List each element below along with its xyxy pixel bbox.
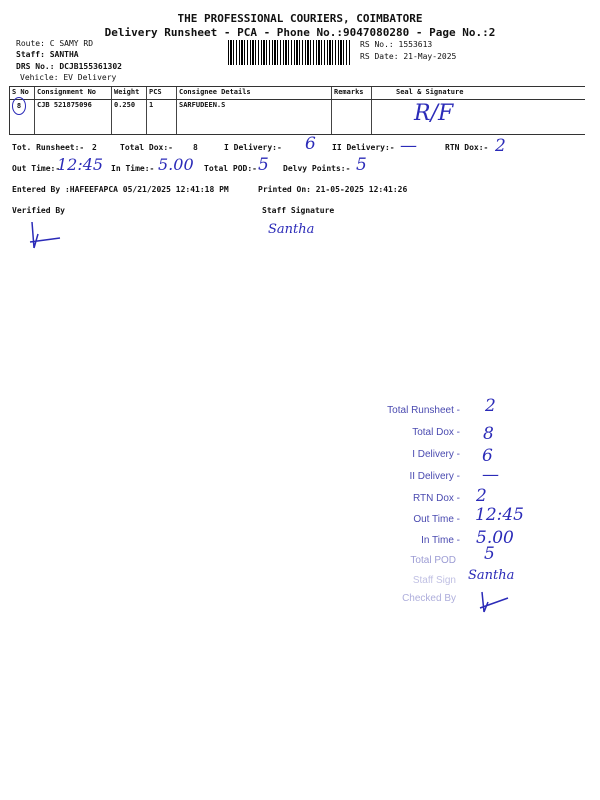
delvy-points-value: 5 bbox=[356, 155, 367, 175]
ii-delivery-label: II Delivery:- bbox=[332, 143, 395, 152]
col-consignment: Consignment No bbox=[35, 87, 112, 100]
cell-weight: 0.250 bbox=[112, 100, 147, 135]
rs-date: RS Date: 21-May-2025 bbox=[360, 52, 457, 61]
staff-signature: Santha bbox=[268, 222, 315, 237]
total-pod-value: 5 bbox=[258, 155, 269, 175]
stamp-label-in-time: In Time - bbox=[421, 535, 460, 546]
verified-signature bbox=[24, 218, 64, 252]
cell-pcs: 1 bbox=[147, 100, 177, 135]
entered-by: Entered By :HAFEEFAPCA 05/21/2025 12:41:18 PM bbox=[12, 185, 229, 194]
table-header-row bbox=[10, 87, 586, 100]
seal-mark: R/F bbox=[414, 101, 454, 126]
stamp-value-ii-delivery: — bbox=[482, 465, 499, 485]
tot-runsheet-value: 2 bbox=[92, 143, 97, 152]
cell-consignment: CJB 521875096 bbox=[35, 100, 112, 135]
stamp-label-staff-sign: Staff Sign bbox=[412, 575, 456, 586]
col-sno: S No bbox=[10, 87, 35, 100]
total-pod-label: Total POD:- bbox=[204, 164, 257, 173]
printed-on: Printed On: 21-05-2025 12:41:26 bbox=[258, 185, 408, 194]
col-pcs: PCS bbox=[147, 87, 177, 100]
ii-delivery-value: — bbox=[400, 136, 417, 156]
out-time-value: 12:45 bbox=[57, 155, 104, 174]
staff: Staff: SANTHA bbox=[16, 50, 79, 59]
stamp-value-out-time: 12:45 bbox=[475, 505, 524, 525]
stamp-value-staff-sign: Santha bbox=[468, 568, 515, 583]
stamp-value-total-dox: 8 bbox=[483, 424, 494, 444]
tot-runsheet-label: Tot. Runsheet:- bbox=[12, 143, 85, 152]
stamp-label-rtn-dox: RTN Dox - bbox=[412, 493, 460, 504]
col-weight: Weight bbox=[112, 87, 147, 100]
stamp-value-in-time: 5.00 bbox=[476, 528, 514, 548]
stamp-label-out-time: Out Time - bbox=[413, 514, 460, 525]
stamp-label-total-pod: Total POD bbox=[410, 555, 456, 566]
in-time-label: In Time:- bbox=[111, 164, 155, 173]
company-title: THE PROFESSIONAL COURIERS, COIMBATORE bbox=[177, 12, 423, 25]
total-dox-value: 8 bbox=[193, 143, 198, 152]
sno-circle: 8 bbox=[12, 97, 26, 115]
runsheet-subtitle: Delivery Runsheet - PCA - Phone No.:9047080280 - Page No.:2 bbox=[104, 26, 496, 39]
verified-by-label: Verified By bbox=[12, 206, 65, 215]
stamp-label-ii-delivery: II Delivery - bbox=[409, 471, 460, 482]
i-delivery-value: 6 bbox=[305, 134, 316, 154]
col-consignee: Consignee Details bbox=[177, 87, 332, 100]
stamp-value-total-pod: 5 bbox=[484, 544, 495, 564]
rs-number: RS No.: 1553613 bbox=[360, 40, 433, 49]
delvy-points-label: Delvy Points:- bbox=[283, 164, 351, 173]
col-remarks: Remarks bbox=[332, 87, 372, 100]
stamp-label-runsheet: Total Runsheet - bbox=[387, 405, 460, 416]
cell-remarks bbox=[332, 100, 372, 135]
barcode bbox=[228, 40, 350, 65]
rtn-dox-label: RTN Dox:- bbox=[445, 143, 489, 152]
in-time-value: 5.00 bbox=[158, 155, 194, 174]
route: Route: C SAMY RD bbox=[16, 39, 94, 48]
runsheet-table bbox=[9, 86, 585, 135]
rtn-dox-value: 2 bbox=[495, 136, 506, 156]
cell-consignee: SARFUDEEN.S bbox=[177, 100, 332, 135]
col-seal: Seal & Signature bbox=[372, 87, 586, 100]
table-row bbox=[10, 100, 586, 135]
stamp-label-total-dox: Total Dox - bbox=[412, 427, 460, 438]
staff-signature-label: Staff Signature bbox=[262, 206, 335, 215]
stamp-value-i-delivery: 6 bbox=[482, 446, 493, 466]
stamp-value-runsheet: 2 bbox=[485, 396, 496, 416]
i-delivery-label: I Delivery:- bbox=[224, 143, 282, 152]
total-dox-label: Total Dox:- bbox=[120, 143, 173, 152]
out-time-label: Out Time:- bbox=[12, 164, 61, 173]
checked-by-signature bbox=[476, 590, 512, 616]
cell-sno bbox=[10, 100, 35, 135]
drs-number: DRS No.: DCJB155361302 bbox=[16, 62, 122, 71]
stamp-label-i-delivery: I Delivery - bbox=[412, 449, 460, 460]
cell-seal bbox=[372, 100, 586, 135]
stamp-label-checked-by: Checked By bbox=[402, 593, 456, 604]
stamp-value-rtn-dox: 2 bbox=[476, 486, 487, 506]
vehicle: Vehicle: EV Delivery bbox=[20, 73, 117, 82]
